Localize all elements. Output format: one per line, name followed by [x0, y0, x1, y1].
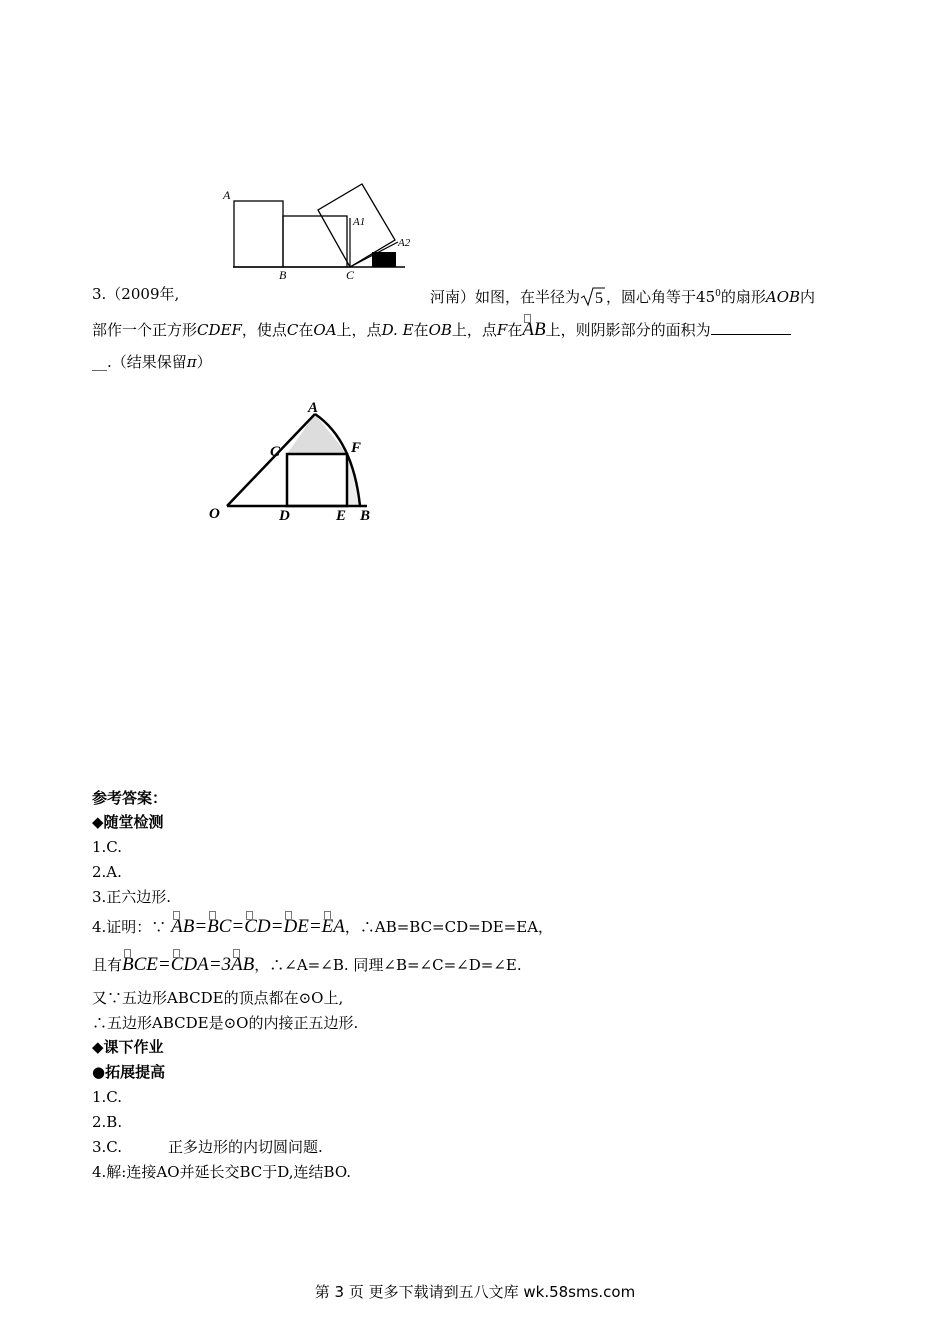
answer-1: 1.C.: [92, 838, 123, 856]
black-square: [372, 252, 396, 267]
radical-sign-icon: [580, 286, 606, 308]
label-b: B: [360, 508, 371, 524]
answer-blank[interactable]: [711, 320, 791, 335]
question-3-line2: 部作一个正方形CDEF，使点C在OA上，点D. E在OB上，点F在 AB上，则阴影部分的面积为: [92, 320, 791, 340]
section-in-class: ◆随堂检测: [92, 813, 164, 831]
province: 河南）: [430, 288, 476, 306]
extension-answer-2: 2.B.: [92, 1113, 123, 1131]
label-b: B: [279, 268, 287, 280]
arc-cd: CD: [244, 917, 270, 937]
svg-text:5: 5: [595, 290, 604, 307]
sqrt-5: [580, 286, 606, 308]
answer-4-line4: ∴五边形ABCDE是⊙O的内接正五边形.: [92, 1014, 359, 1032]
answer-4-line2: 且有 BCE= CDA=3 AB，∴∠A=∠B. 同理∠B=∠C=∠D=∠E.: [92, 955, 522, 975]
answer-4-line3: 又∵五边形ABCDE的顶点都在⊙O上,: [92, 989, 344, 1007]
question-3-line1-rest: 河南）如图，在半径为 5 ，圆心角等于$45^0$的扇形AOB内: [430, 288, 816, 307]
arc-ab: AB: [522, 320, 545, 340]
question-number: 3.（2009年,: [92, 285, 180, 303]
extension-answer-4: 4.解:连接AO并延长交BC于D,连结BO.: [92, 1163, 352, 1181]
answers-heading: 参考答案：: [92, 789, 168, 807]
label-a: A: [223, 188, 231, 202]
label-c: C: [270, 444, 281, 460]
radius-oa: [227, 414, 315, 506]
section-homework: ◆课下作业: [92, 1038, 164, 1056]
extension-answer-1: 1.C.: [92, 1088, 123, 1106]
label-d: D: [279, 508, 290, 524]
extension-answer-3: 3.C. 正多边形的内切圆问题.: [92, 1138, 323, 1156]
arc-de: DE: [283, 917, 308, 937]
page-footer: 第 3 页 更多下载请到五八文库 wk.58sms.com: [314, 1283, 636, 1301]
answer-3: 3.正六边形.: [92, 888, 172, 906]
label-a: A: [308, 400, 319, 416]
answer-4-line1: 4.证明：∵ AB= BC= CD= DE= EA，∴AB=BC=CD=DE=EA，: [92, 917, 553, 937]
figure-squares: [220, 180, 420, 280]
label-e: E: [336, 508, 347, 524]
square-cdef: [287, 454, 347, 506]
arc-ea: EA: [322, 917, 345, 937]
label-o: O: [209, 506, 220, 522]
label-c: C: [346, 268, 355, 280]
arc-ab: AB: [171, 917, 194, 937]
question-3-line3: __.（结果保留π）: [92, 353, 212, 371]
square-middle: [283, 216, 347, 267]
figure-sector: [205, 400, 390, 535]
label-a1: A1: [353, 216, 366, 228]
arc-bc: BC: [207, 917, 231, 937]
question-3-line1: [92, 284, 179, 304]
answer-2: 2.A.: [92, 863, 122, 881]
section-extension: ●拓展提高: [92, 1063, 166, 1081]
label-f: F: [351, 440, 362, 456]
arc-bce: BCE: [122, 955, 158, 975]
arc-cda: CDA: [171, 955, 209, 975]
square-large: [234, 201, 283, 267]
label-a2: A2: [398, 237, 411, 249]
arc-ab-2: AB: [231, 955, 254, 975]
